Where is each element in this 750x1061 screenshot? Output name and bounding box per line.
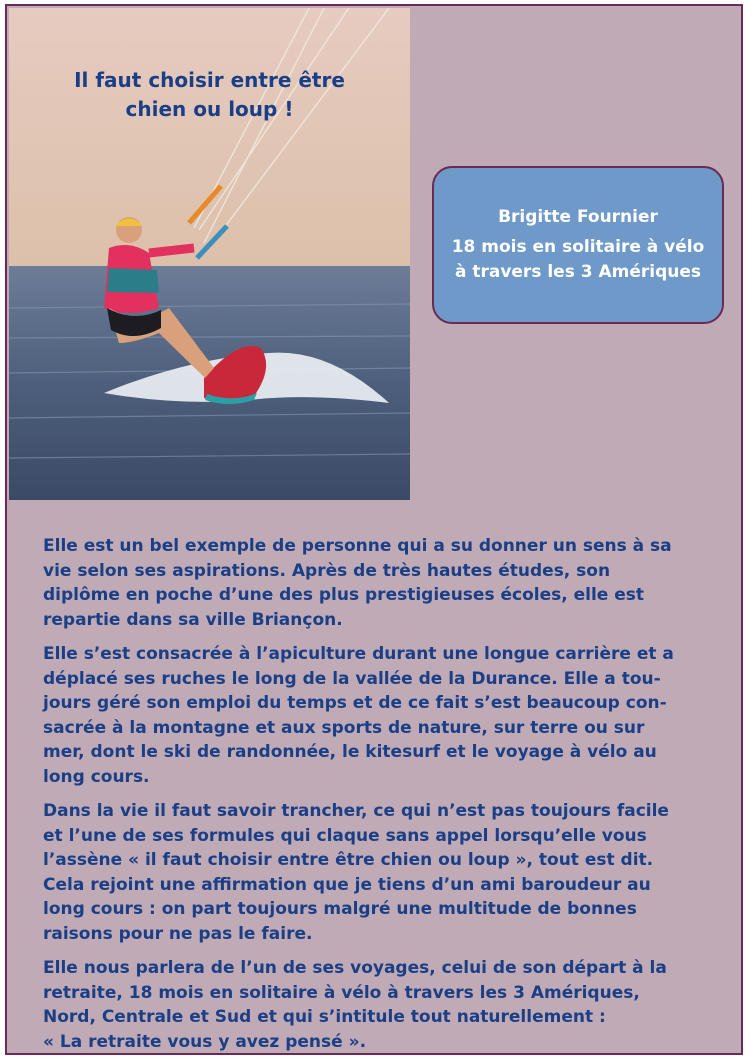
photo-title: Il faut choisir entre être chien ou loup ! bbox=[74, 68, 345, 121]
speaker-infobox bbox=[432, 166, 724, 324]
paragraph-4: Elle nous parlera de l’un de ses voyages, celui de son départ à la retraite, 18 mois en solitaire à vélo à travers les 3 Amériques, Nord, Centrale et Sud et qui s’intitule tout naturellement : « La retraite vous y avez pensé ». bbox=[43, 958, 667, 1052]
paragraph-3: Dans la vie il faut savoir trancher, ce qui n’est pas toujours facile et l’une de ses formules qui claque sans appel lorsqu’elle vous l’assène « il faut choisir entre être chien ou loup », tout est dit. Cela rejoint une affirmation que je tiens d’un ami baroudeur au long cours : on part toujours malgré une multitude de bonnes raisons pour ne pas le faire. bbox=[43, 801, 669, 944]
speaker-name: Brigitte Fournier bbox=[498, 207, 658, 227]
page bbox=[5, 4, 743, 1055]
kitesurfer-photo bbox=[9, 8, 410, 500]
paragraph-2: Elle s’est consacrée à l’apiculture durant une longue carrière et a déplacé ses ruches le long de la vallée de la Durance. Elle a tou- jours géré son emploi du temps et de ce fait s’est beaucoup con- sacrée à la montagne et aux sports de nature, sur terre ou sur mer, dont le ski de randonnée, le kitesurf et le voyage à vélo au long cours. bbox=[43, 644, 674, 787]
body-text bbox=[43, 534, 733, 1055]
paragraph-1: Elle est un bel exemple de personne qui a su donner un sens à sa vie selon ses aspirations. Après de très hautes études, son diplôme en poche d’une des plus prestigieuses écoles, elle est repartie dans sa ville Briançon. bbox=[43, 536, 672, 630]
talk-subtitle: 18 mois en solitaire à vélo à travers les 3 Amériques bbox=[451, 237, 705, 282]
